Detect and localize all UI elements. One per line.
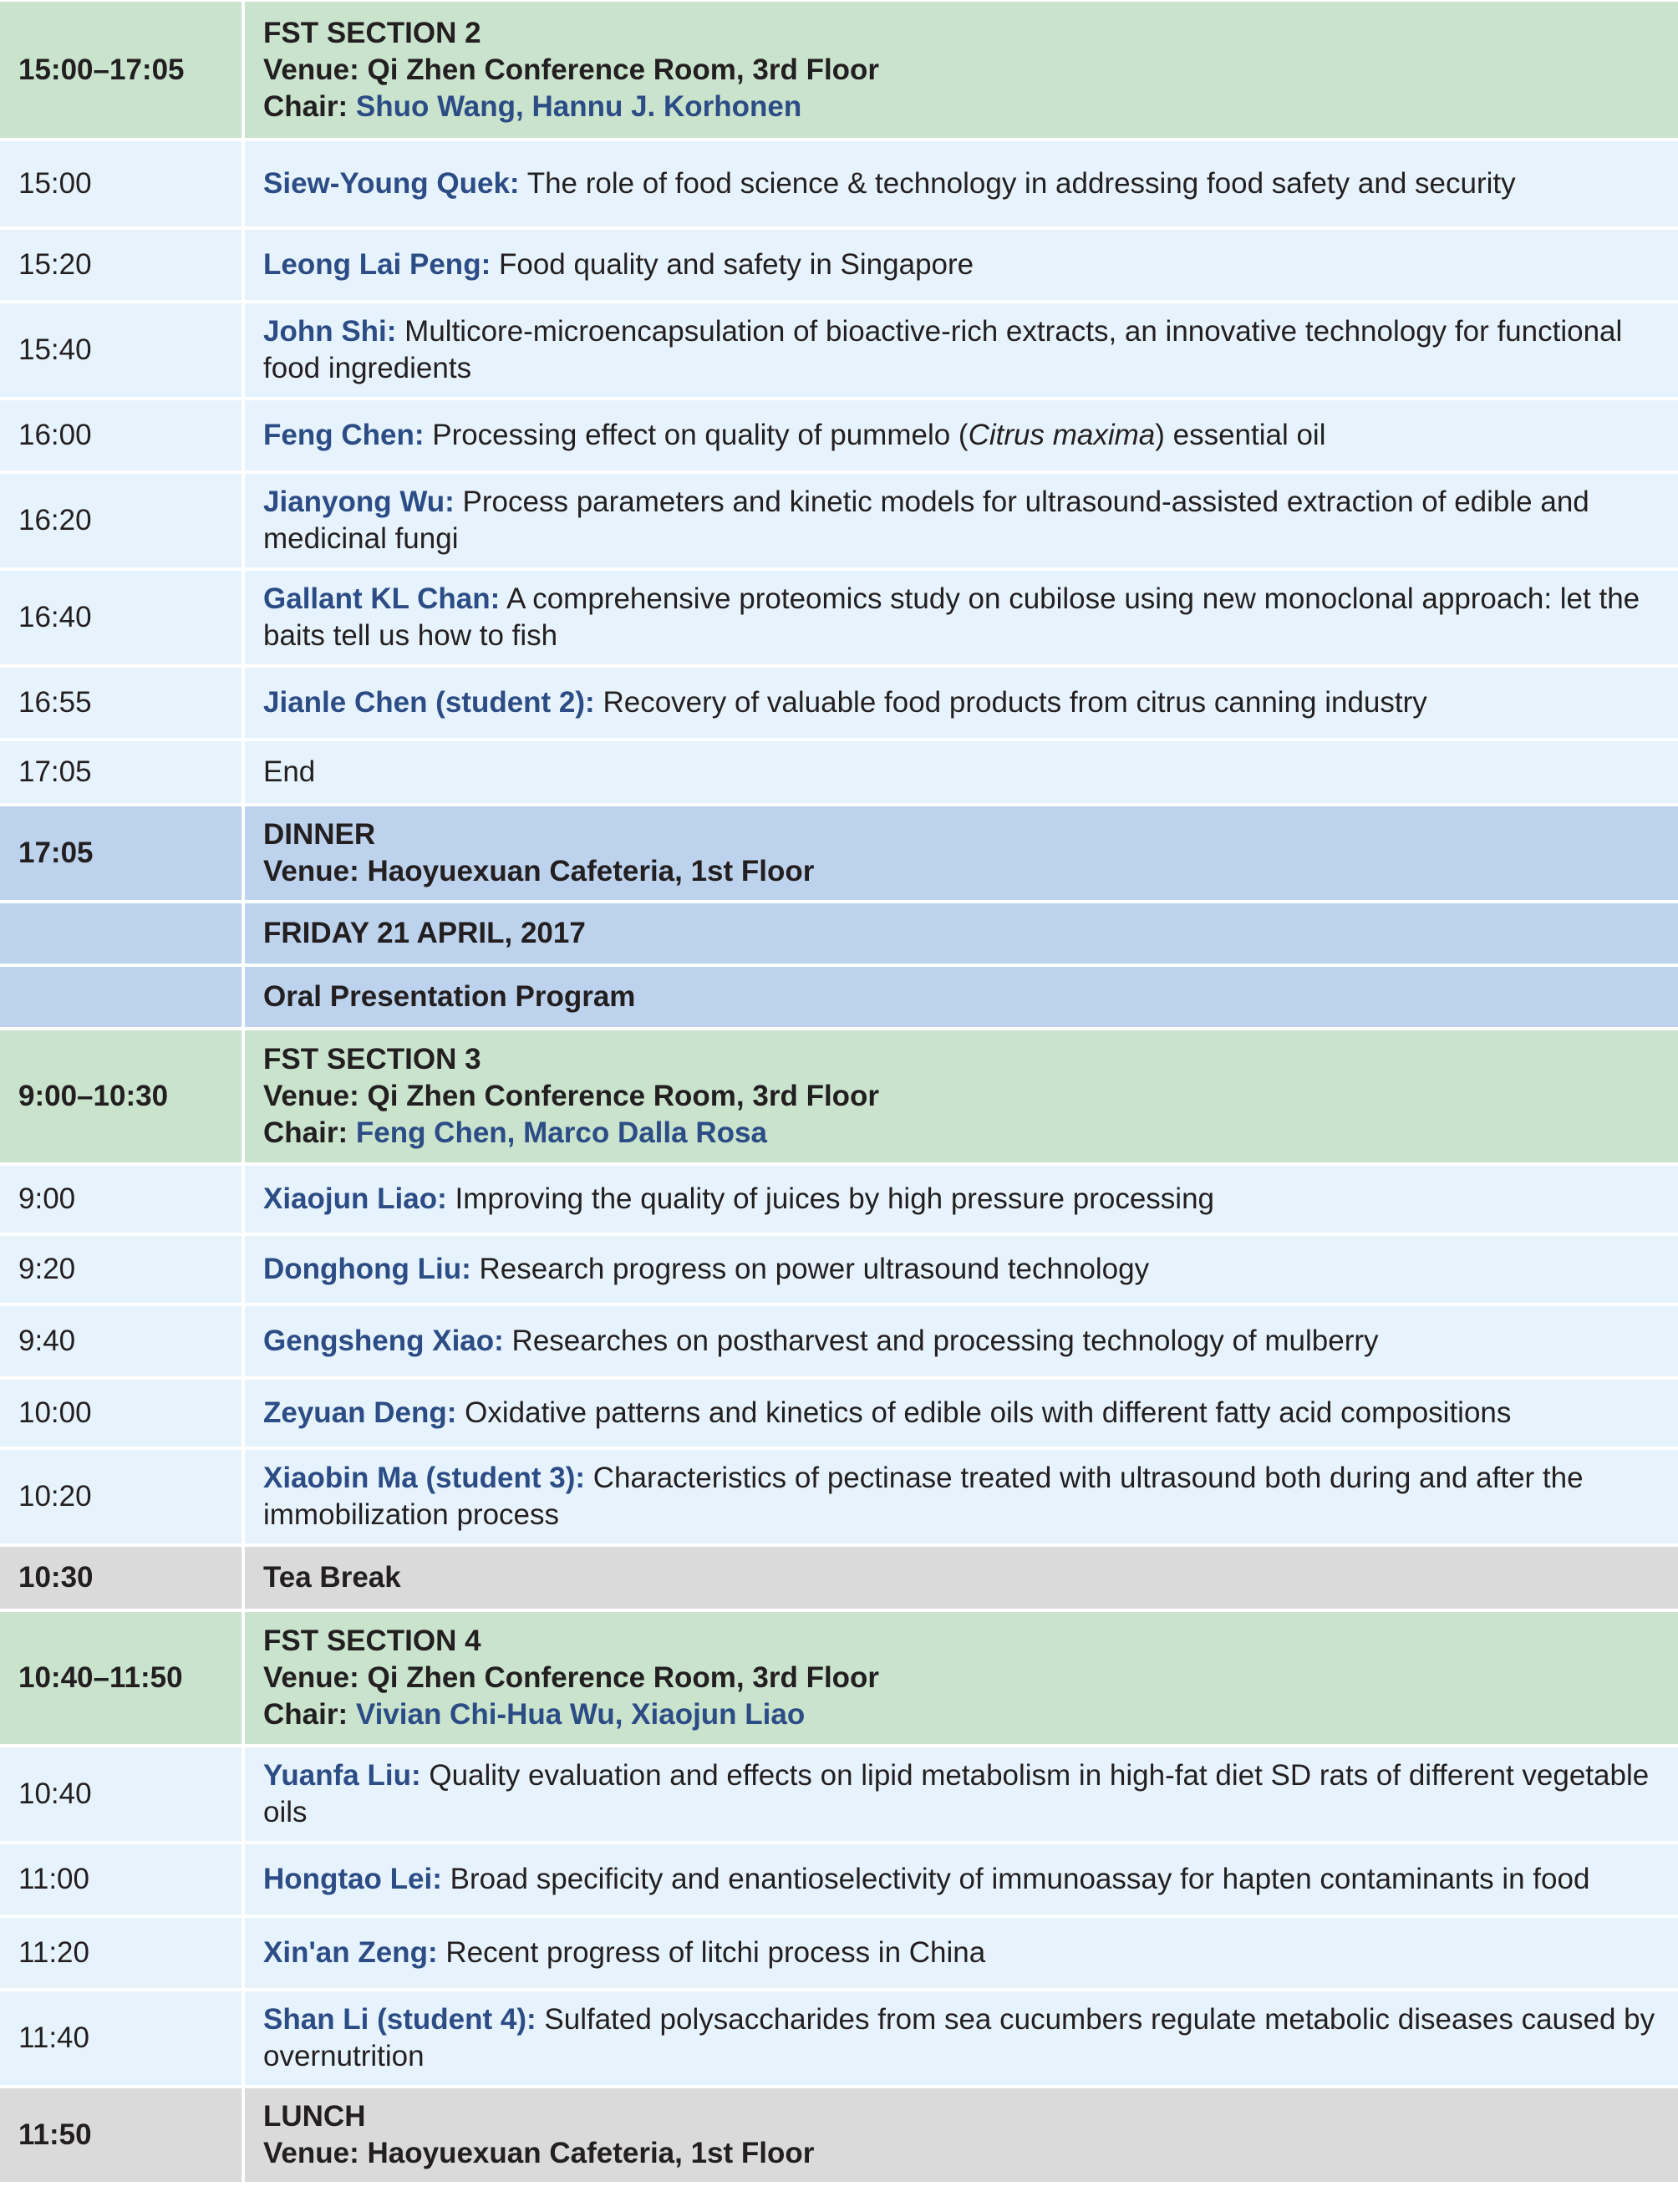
content-cell — [245, 2, 1678, 138]
time-label: 16:55 — [18, 686, 92, 719]
talk-title: Improving the quality of juices by high pressure processing — [455, 1182, 1214, 1215]
section-row — [0, 1030, 1678, 1162]
content-cell — [245, 1918, 1678, 1988]
time-label: 16:20 — [18, 504, 92, 536]
chair-names: Vivian Chi-Hua Wu, Xiaojun Liao — [355, 1698, 806, 1731]
venue-text: Qi Zhen Conference Room, 3rd Floor — [367, 1080, 880, 1112]
time-cell — [0, 141, 245, 226]
section-row — [0, 2, 1678, 138]
speaker-name: Zeyuan Deng: — [263, 1396, 457, 1429]
content-cell — [245, 1030, 1678, 1162]
time-cell — [0, 668, 245, 738]
time-label: 9:40 — [18, 1325, 76, 1357]
speaker-name: Leong Lai Peng: — [263, 248, 491, 281]
talk-row — [0, 668, 1678, 738]
content-cell — [245, 1844, 1678, 1915]
section-title: FST SECTION 3 — [263, 1043, 481, 1075]
time-cell — [0, 1450, 245, 1543]
talk-title: Sulfated polysaccharides from sea cucumbers regulate metabolic diseases caused by overnutrition — [263, 2003, 1655, 2072]
time-cell — [0, 967, 245, 1027]
time-cell — [0, 1991, 245, 2085]
time-cell — [0, 1306, 245, 1376]
content-cell — [245, 303, 1678, 397]
time-cell — [0, 2088, 245, 2182]
time-label: 15:40 — [18, 333, 92, 366]
talk-title-italic: Citrus maxima — [968, 419, 1156, 451]
content-cell — [245, 741, 1678, 803]
time-cell — [0, 1380, 245, 1447]
content-cell — [245, 1991, 1678, 2085]
talk-row — [0, 1918, 1678, 1988]
venue-text: Haoyuexuan Cafeteria, 1st Floor — [367, 855, 815, 887]
time-label: 9:00 — [18, 1182, 76, 1215]
speaker-name: Jianyong Wu: — [263, 486, 455, 518]
content-cell — [245, 1450, 1678, 1543]
talk-title: Broad specificity and enantioselectivity of immunoassay for hapten contaminants in food — [450, 1863, 1590, 1895]
talk-row — [0, 1450, 1678, 1543]
talk-title: Research progress on power ultrasound technology — [479, 1253, 1150, 1285]
time-label: 9:00–10:30 — [18, 1080, 169, 1112]
talk-row — [0, 141, 1678, 226]
venue-text: Qi Zhen Conference Room, 3rd Floor — [367, 1661, 880, 1694]
talk-title: Recovery of valuable food products from citrus canning industry — [603, 686, 1427, 719]
venue-label: Venue: — [263, 1661, 359, 1694]
schedule-body — [0, 2, 1678, 2182]
chair-label: Chair: — [263, 89, 348, 123]
talk-title-end: ) essential oil — [1155, 419, 1326, 451]
time-label: 15:00 — [18, 167, 92, 200]
speaker-name: Jianle Chen (student 2): — [263, 686, 595, 719]
speaker-name: Xiaojun Liao: — [263, 1182, 447, 1215]
day-text: FRIDAY 21 APRIL, 2017 — [263, 917, 586, 949]
content-cell — [245, 474, 1678, 567]
talk-row — [0, 400, 1678, 470]
talk-row — [0, 1166, 1678, 1233]
content-cell — [245, 141, 1678, 226]
break-row — [0, 1547, 1678, 1609]
time-cell — [0, 1547, 245, 1609]
talk-title: Oxidative patterns and kinetics of edible oils with different fatty acid compositions — [465, 1396, 1512, 1429]
talk-row — [0, 230, 1678, 300]
talk-title: Researches on postharvest and processing technology of mulberry — [511, 1325, 1379, 1357]
content-cell — [245, 400, 1678, 470]
talk-row — [0, 1236, 1678, 1303]
content-cell — [245, 230, 1678, 300]
time-cell — [0, 571, 245, 664]
section-title: FST SECTION 4 — [263, 1625, 481, 1657]
time-label: 10:30 — [18, 1561, 94, 1594]
talk-title: Multicore-microencapsulation of bioactive-rich extracts, an innovative technology for functional food ingredients — [263, 315, 1623, 384]
talk-title: Food quality and safety in Singapore — [498, 248, 974, 281]
time-label: 16:40 — [18, 601, 92, 633]
lunch-row — [0, 2088, 1678, 2182]
talk-title: Recent progress of litchi process in China — [445, 1936, 986, 1969]
time-cell — [0, 474, 245, 567]
speaker-name: Donghong Liu: — [263, 1253, 471, 1285]
speaker-name: Gengsheng Xiao: — [263, 1325, 504, 1357]
content-cell — [245, 1306, 1678, 1376]
content-cell — [245, 1547, 1678, 1609]
speaker-name: Yuanfa Liu: — [263, 1759, 421, 1792]
content-cell — [245, 806, 1678, 900]
time-label: 17:05 — [18, 836, 94, 869]
venue-label: Venue: — [263, 53, 359, 86]
speaker-name: Hongtao Lei: — [263, 1863, 442, 1895]
speaker-name: John Shi: — [263, 315, 397, 348]
talk-title: Quality evaluation and effects on lipid metabolism in high-fat diet SD rats of different vegetable oils — [263, 1759, 1650, 1828]
content-cell — [245, 903, 1678, 964]
venue-label: Venue: — [263, 1080, 359, 1112]
speaker-name: Xin'an Zeng: — [263, 1936, 438, 1969]
talk-row — [0, 1844, 1678, 1915]
time-cell — [0, 1844, 245, 1915]
venue-label: Venue: — [263, 2137, 359, 2169]
meal-row — [0, 806, 1678, 900]
talk-title: A comprehensive proteomics study on cubilose using new monoclonal approach: let the baits tell us how to fish — [263, 582, 1640, 652]
time-cell — [0, 1166, 245, 1233]
talk-row — [0, 571, 1678, 664]
time-label: 10:40 — [18, 1777, 92, 1810]
time-label: 15:20 — [18, 248, 92, 281]
time-label: 11:50 — [18, 2118, 92, 2151]
content-cell — [245, 1236, 1678, 1303]
content-cell — [245, 571, 1678, 664]
time-cell — [0, 741, 245, 803]
section-title: FST SECTION 2 — [263, 16, 481, 49]
talk-title: Characteristics of pectinase treated with ultrasound both during and after the immobilization process — [263, 1462, 1584, 1531]
content-cell — [245, 1166, 1678, 1233]
time-cell — [0, 806, 245, 900]
plain-text: End — [263, 755, 316, 788]
day-row — [0, 903, 1678, 964]
time-cell — [0, 903, 245, 964]
talk-title: Processing effect on quality of pummelo ( — [432, 419, 969, 451]
time-label: 10:40–11:50 — [18, 1661, 183, 1694]
time-cell — [0, 1030, 245, 1162]
content-cell — [245, 1380, 1678, 1447]
chair-names: Feng Chen, Marco Dalla Rosa — [355, 1116, 767, 1149]
venue-text: Haoyuexuan Cafeteria, 1st Floor — [367, 2137, 815, 2169]
time-cell — [0, 1612, 245, 1744]
content-cell — [245, 2088, 1678, 2182]
venue-label: Venue: — [263, 855, 359, 887]
time-label: 10:00 — [18, 1396, 92, 1429]
time-cell — [0, 400, 245, 470]
chair-names: Shuo Wang, Hannu J. Korhonen — [355, 89, 802, 123]
talk-row — [0, 1991, 1678, 2085]
time-cell — [0, 1918, 245, 1988]
content-cell — [245, 967, 1678, 1027]
time-cell — [0, 1747, 245, 1841]
speaker-name: Shan Li (student 4): — [263, 2003, 536, 2036]
time-label: 10:20 — [18, 1480, 92, 1513]
time-cell — [0, 303, 245, 397]
talk-row — [0, 474, 1678, 567]
speaker-name: Xiaobin Ma (student 3): — [263, 1462, 585, 1494]
talk-title: Process parameters and kinetic models for ultrasound-assisted extraction of edible and medicinal fungi — [263, 486, 1589, 555]
chair-label: Chair: — [263, 1698, 348, 1731]
time-label: 11:20 — [18, 1936, 89, 1969]
day-text: Oral Presentation Program — [263, 980, 636, 1013]
day-row — [0, 967, 1678, 1027]
speaker-name: Siew-Young Quek: — [263, 167, 520, 200]
time-label: 17:05 — [18, 755, 92, 788]
time-label: 9:20 — [18, 1253, 76, 1285]
talk-row — [0, 1747, 1678, 1841]
time-label: 15:00–17:05 — [18, 53, 185, 86]
chair-label: Chair: — [263, 1116, 348, 1149]
speaker-name: Gallant KL Chan: — [263, 582, 501, 615]
venue-text: Qi Zhen Conference Room, 3rd Floor — [367, 53, 880, 86]
section-title: DINNER — [263, 818, 376, 851]
time-cell — [0, 230, 245, 300]
time-cell — [0, 1236, 245, 1303]
break-text: Tea Break — [263, 1561, 401, 1594]
time-label: 16:00 — [18, 419, 92, 451]
speaker-name: Feng Chen: — [263, 419, 425, 451]
plain-row — [0, 741, 1678, 803]
talk-row — [0, 1380, 1678, 1447]
talk-row — [0, 303, 1678, 397]
time-cell — [0, 2, 245, 138]
talk-row — [0, 1306, 1678, 1376]
content-cell — [245, 668, 1678, 738]
talk-title: The role of food science & technology in addressing food safety and security — [526, 167, 1516, 200]
time-label: 11:00 — [18, 1863, 89, 1895]
content-cell — [245, 1612, 1678, 1744]
content-cell — [245, 1747, 1678, 1841]
section-title: LUNCH — [263, 2100, 366, 2133]
time-label: 11:40 — [18, 2021, 89, 2054]
section-row — [0, 1612, 1678, 1744]
